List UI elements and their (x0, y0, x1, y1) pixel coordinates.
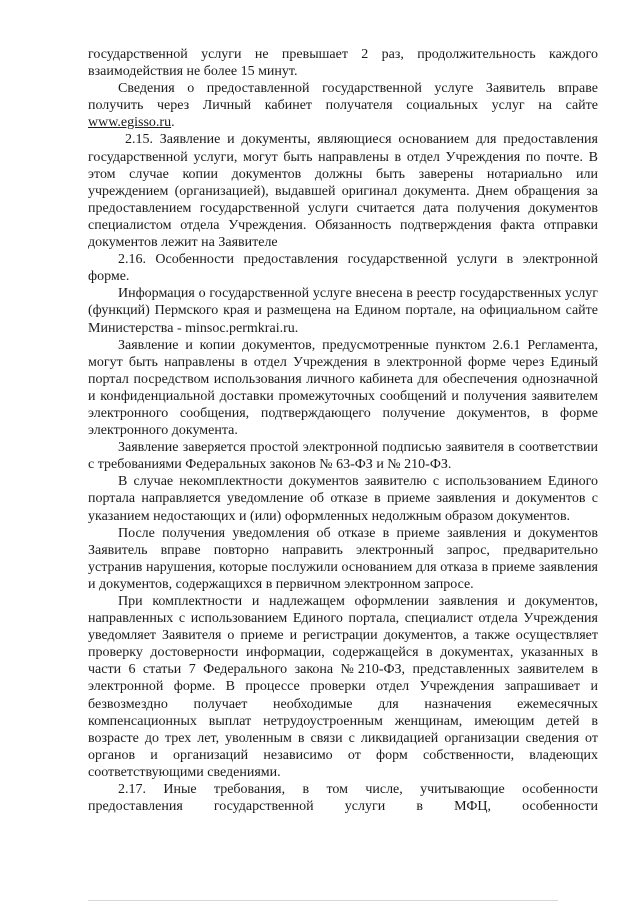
paragraph-2-17: 2.17. Иные требования, в том числе, учитывающие особенности предоставления государственной услуги в МФЦ, особенности (88, 782, 598, 815)
paragraph-2-16: 2.16. Особенности предоставления государственной услуги в электронной форме. (88, 252, 598, 285)
paragraph-electronic-signature: Заявление заверяется простой электронной подписью заявителя в соответствии с требованиями Федеральных законов № 63-ФЗ и № 210-ФЗ. (88, 440, 598, 473)
paragraph-resubmission: После получения уведомления об отказе в приеме заявления и документов Заявитель вправе повторно направить электронный запрос, предварительно устранив нарушения, которые послужили основанием для отказа в приеме заявления и документов, содержащихся в первичном электронном запросе. (88, 525, 598, 592)
page-bottom-edge (88, 900, 558, 901)
paragraph-egisso-text: Сведения о предоставленной государственной услуге Заявитель вправе получить через Личный кабинет получателя социальных услуг на сайте (88, 81, 598, 114)
paragraph-2-15: 2.15. Заявление и документы, являющиеся основанием для предоставления государственной услуги, могут быть направлены в отдел Учреждения по почте. В этом случае копии документов должны быть заверены нотариально или учреждением (организацией), выдавшей оригинал документа. Днем обращения за предоставлением государственной услуги считается дата получения документов специалистом отдела Учреждения. Обязанность подтверждения факта отправки документов лежит на Заявителе (88, 132, 598, 251)
paragraph-consultations-limit: государственной услуги не превышает 2 раз, продолжительность каждого взаимодействия не более 15 минут. (88, 47, 598, 80)
paragraph-egisso-end: . (171, 115, 175, 131)
egisso-link[interactable]: www.egisso.ru (88, 115, 172, 131)
paragraph-verification: При комплектности и надлежащем оформлении заявления и документов, направленных с использованием Единого портала, специалист отдела Учреждения уведомляет Заявителя о приеме и регистрации документов, а также осуществляет проверку достоверности информации, содержащейся в документах, указанных в части 6 статьи 7 Федерального закона №210-ФЗ, представленных заявителем в электронной форме. В процессе проверки отдел Учреждения запрашивает и безвозмездно получает необходимые для назначения ежемесячных компенсационных выплат нетрудоустроенным женщинам, имеющим детей в возрасте до трех лет, уволенным в связи с ликвидацией организации сведения от органов и организаций независимо от форм собственности, владеющих соответствующими сведениями. (88, 594, 598, 780)
document-body (88, 46, 598, 815)
paragraph-incomplete-documents: В случае некомплектности документов заявителю с использованием Единого портала направляется уведомление об отказе в приеме заявления и документов с указанием недостающих и (или) оформленных недолжным образом документов. (88, 474, 598, 524)
paragraph-egisso-info (88, 80, 598, 131)
paragraph-electronic-submission: Заявление и копии документов, предусмотренные пунктом 2.6.1 Регламента, могут быть направлены в отдел Учреждения в электронной форме через Единый портал посредством использования личного кабинета для обеспечения однозначной и конфиденциальной доставки промежуточных сообщений и получения заявителем электронного сообщения, подтверждающего получение документов, в форме электронного документа. (88, 337, 598, 439)
paragraph-registry-info: Информация о государственной услуге внесена в реестр государственных услуг (функций) Пермского края и размещена на Едином портале, на официальном сайте Министерства - minsoc.permkrai.ru. (88, 286, 598, 336)
